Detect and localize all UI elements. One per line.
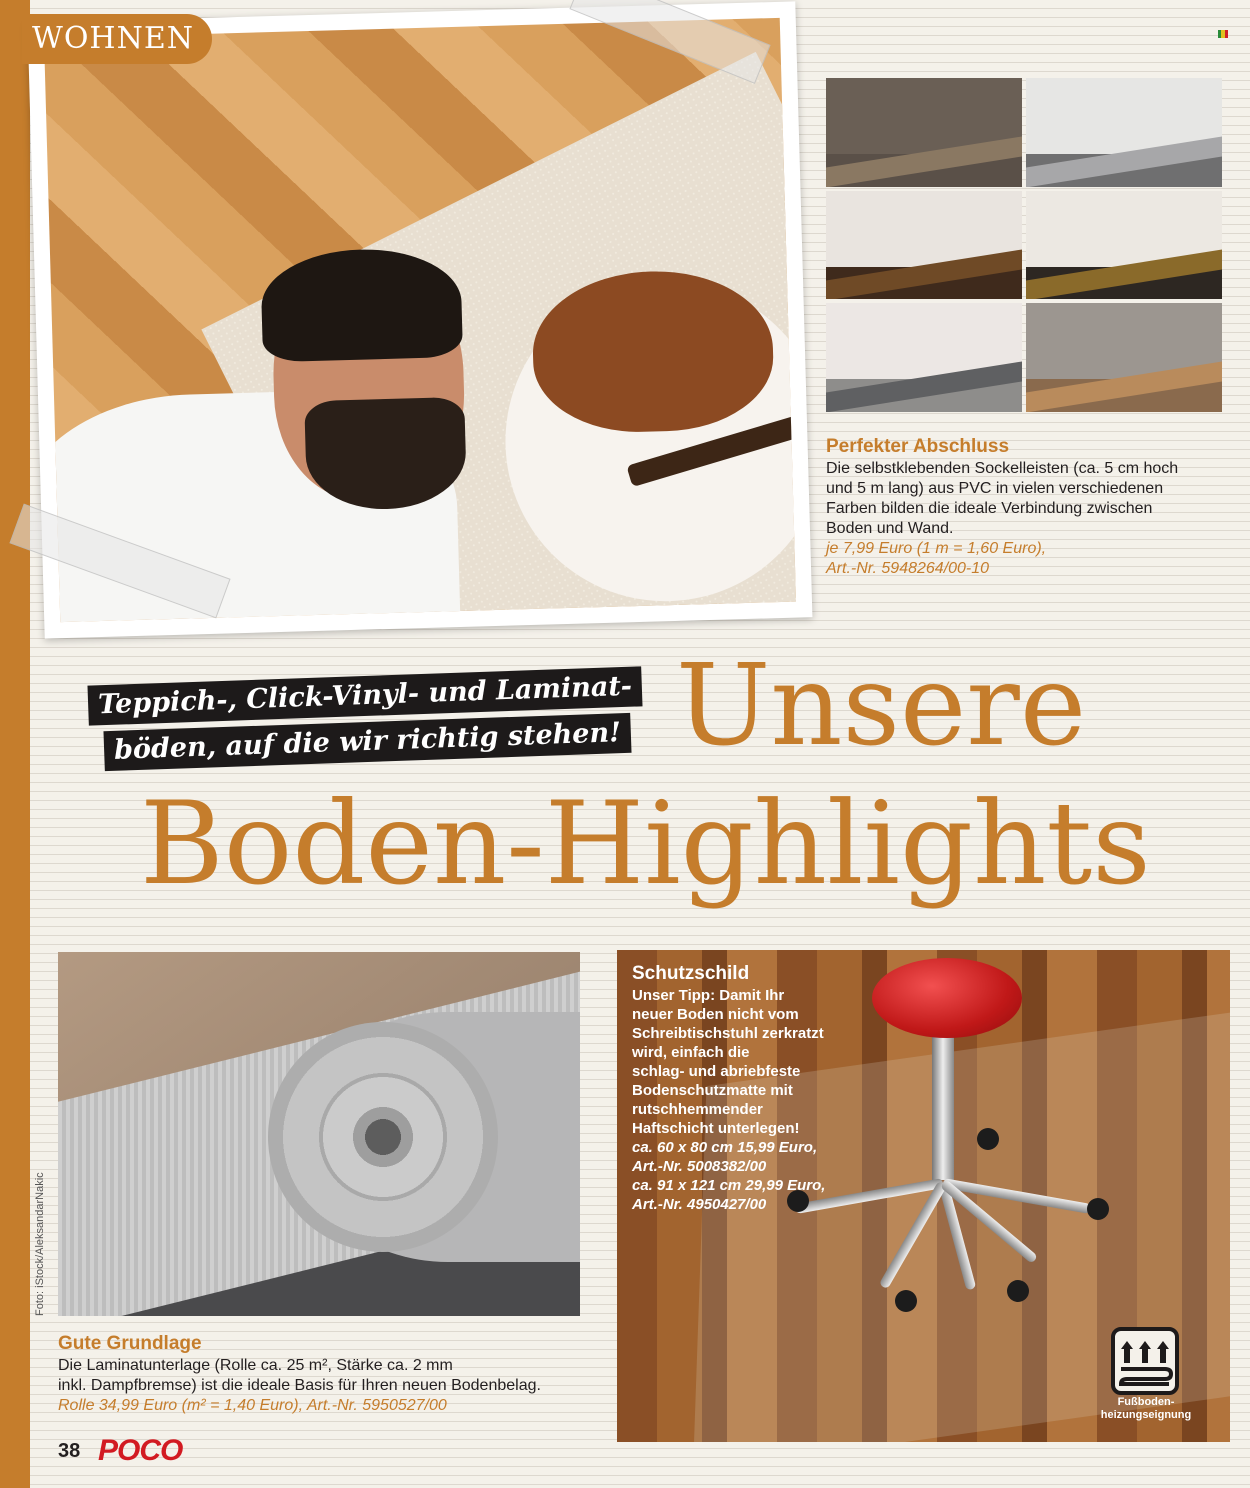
hero-photo xyxy=(28,1,813,638)
skirting-title: Perfekter Abschluss xyxy=(826,436,1010,457)
page-sidebar-strip xyxy=(0,0,30,1488)
mat-line: Unser Tipp: Damit Ihr xyxy=(632,987,785,1004)
swatch-golden-oak xyxy=(1026,191,1222,300)
headline-line-1: Unsere xyxy=(676,641,1087,771)
skirting-line: Die selbstklebenden Sockelleisten (ca. 5 cm hoch xyxy=(826,460,1179,477)
swatch-silver xyxy=(1026,78,1222,187)
swatch-dark-oak xyxy=(826,191,1022,300)
photo-credit: Foto: iStock/AleksandarNakic xyxy=(34,1172,46,1316)
man-hair xyxy=(260,247,463,363)
mat-text xyxy=(632,962,882,1214)
mat-price: ca. 91 x 121 cm 29,99 Euro, xyxy=(632,1177,826,1194)
mat-price: ca. 60 x 80 cm 15,99 Euro, xyxy=(632,1139,818,1156)
swatch-light-oak xyxy=(1026,303,1222,412)
skirting-line: und 5 m lang) aus PVC in vielen verschiedenen xyxy=(826,480,1164,497)
heating-label: Fußboden- heizungseignung xyxy=(1100,1396,1192,1421)
swatch-brown-grey xyxy=(826,78,1022,187)
underlay-price: Rolle 34,99 Euro (m² = 1,40 Euro), Art.-Nr. 5950527/00 xyxy=(58,1397,447,1414)
mat-line: Haftschicht unterlegen! xyxy=(632,1120,800,1137)
mat-line: Schreibtischstuhl zerkratzt xyxy=(632,1025,824,1042)
underlay-line: inkl. Dampfbremse) ist die ideale Basis für Ihren neuen Bodenbelag. xyxy=(58,1377,541,1394)
mat-line: neuer Boden nicht vom xyxy=(632,1006,799,1023)
skirting-swatch-grid xyxy=(826,78,1222,412)
mat-line: schlag- und abriebfeste xyxy=(632,1063,801,1080)
underfloor-heating-icon xyxy=(1111,1327,1179,1395)
poco-logo: POCO xyxy=(98,1434,183,1467)
skirting-text xyxy=(826,435,1236,579)
underlay-text xyxy=(58,1332,618,1416)
mat-article: Art.-Nr. 5008382/00 xyxy=(632,1158,767,1175)
underlay-title: Gute Grundlage xyxy=(58,1333,202,1354)
skirting-line: Farben bilden die ideale Verbindung zwischen xyxy=(826,500,1153,517)
banner-line-1: Teppich-, Click-Vinyl- und Laminat- xyxy=(87,666,642,725)
mat-line: wird, einfach die xyxy=(632,1044,750,1061)
underlay-line: Die Laminatunterlage (Rolle ca. 25 m², Stärke ca. 2 mm xyxy=(58,1357,453,1374)
headline-line-2: Boden-Highlights xyxy=(140,777,1151,910)
skirting-article: Art.-Nr. 5948264/00-10 xyxy=(826,560,990,577)
underlay-roll-photo xyxy=(58,952,580,1316)
skirting-line: Boden und Wand. xyxy=(826,520,954,537)
mat-line: rutschhemmender xyxy=(632,1101,763,1118)
red-stool xyxy=(872,958,1022,1038)
mat-line: Bodenschutzmatte mit xyxy=(632,1082,793,1099)
section-tab: WOHNEN xyxy=(22,14,212,64)
swatch-anthracite xyxy=(826,303,1022,412)
mat-article: Art.-Nr. 4950427/00 xyxy=(632,1196,767,1213)
flag-icon xyxy=(1218,30,1228,38)
page-number: 38 xyxy=(58,1440,81,1462)
skirting-price: je 7,99 Euro (1 m = 1,60 Euro), xyxy=(826,540,1047,557)
mat-title: Schutzschild xyxy=(632,963,750,984)
banner-line-2: böden, auf die wir richtig stehen! xyxy=(103,713,631,771)
